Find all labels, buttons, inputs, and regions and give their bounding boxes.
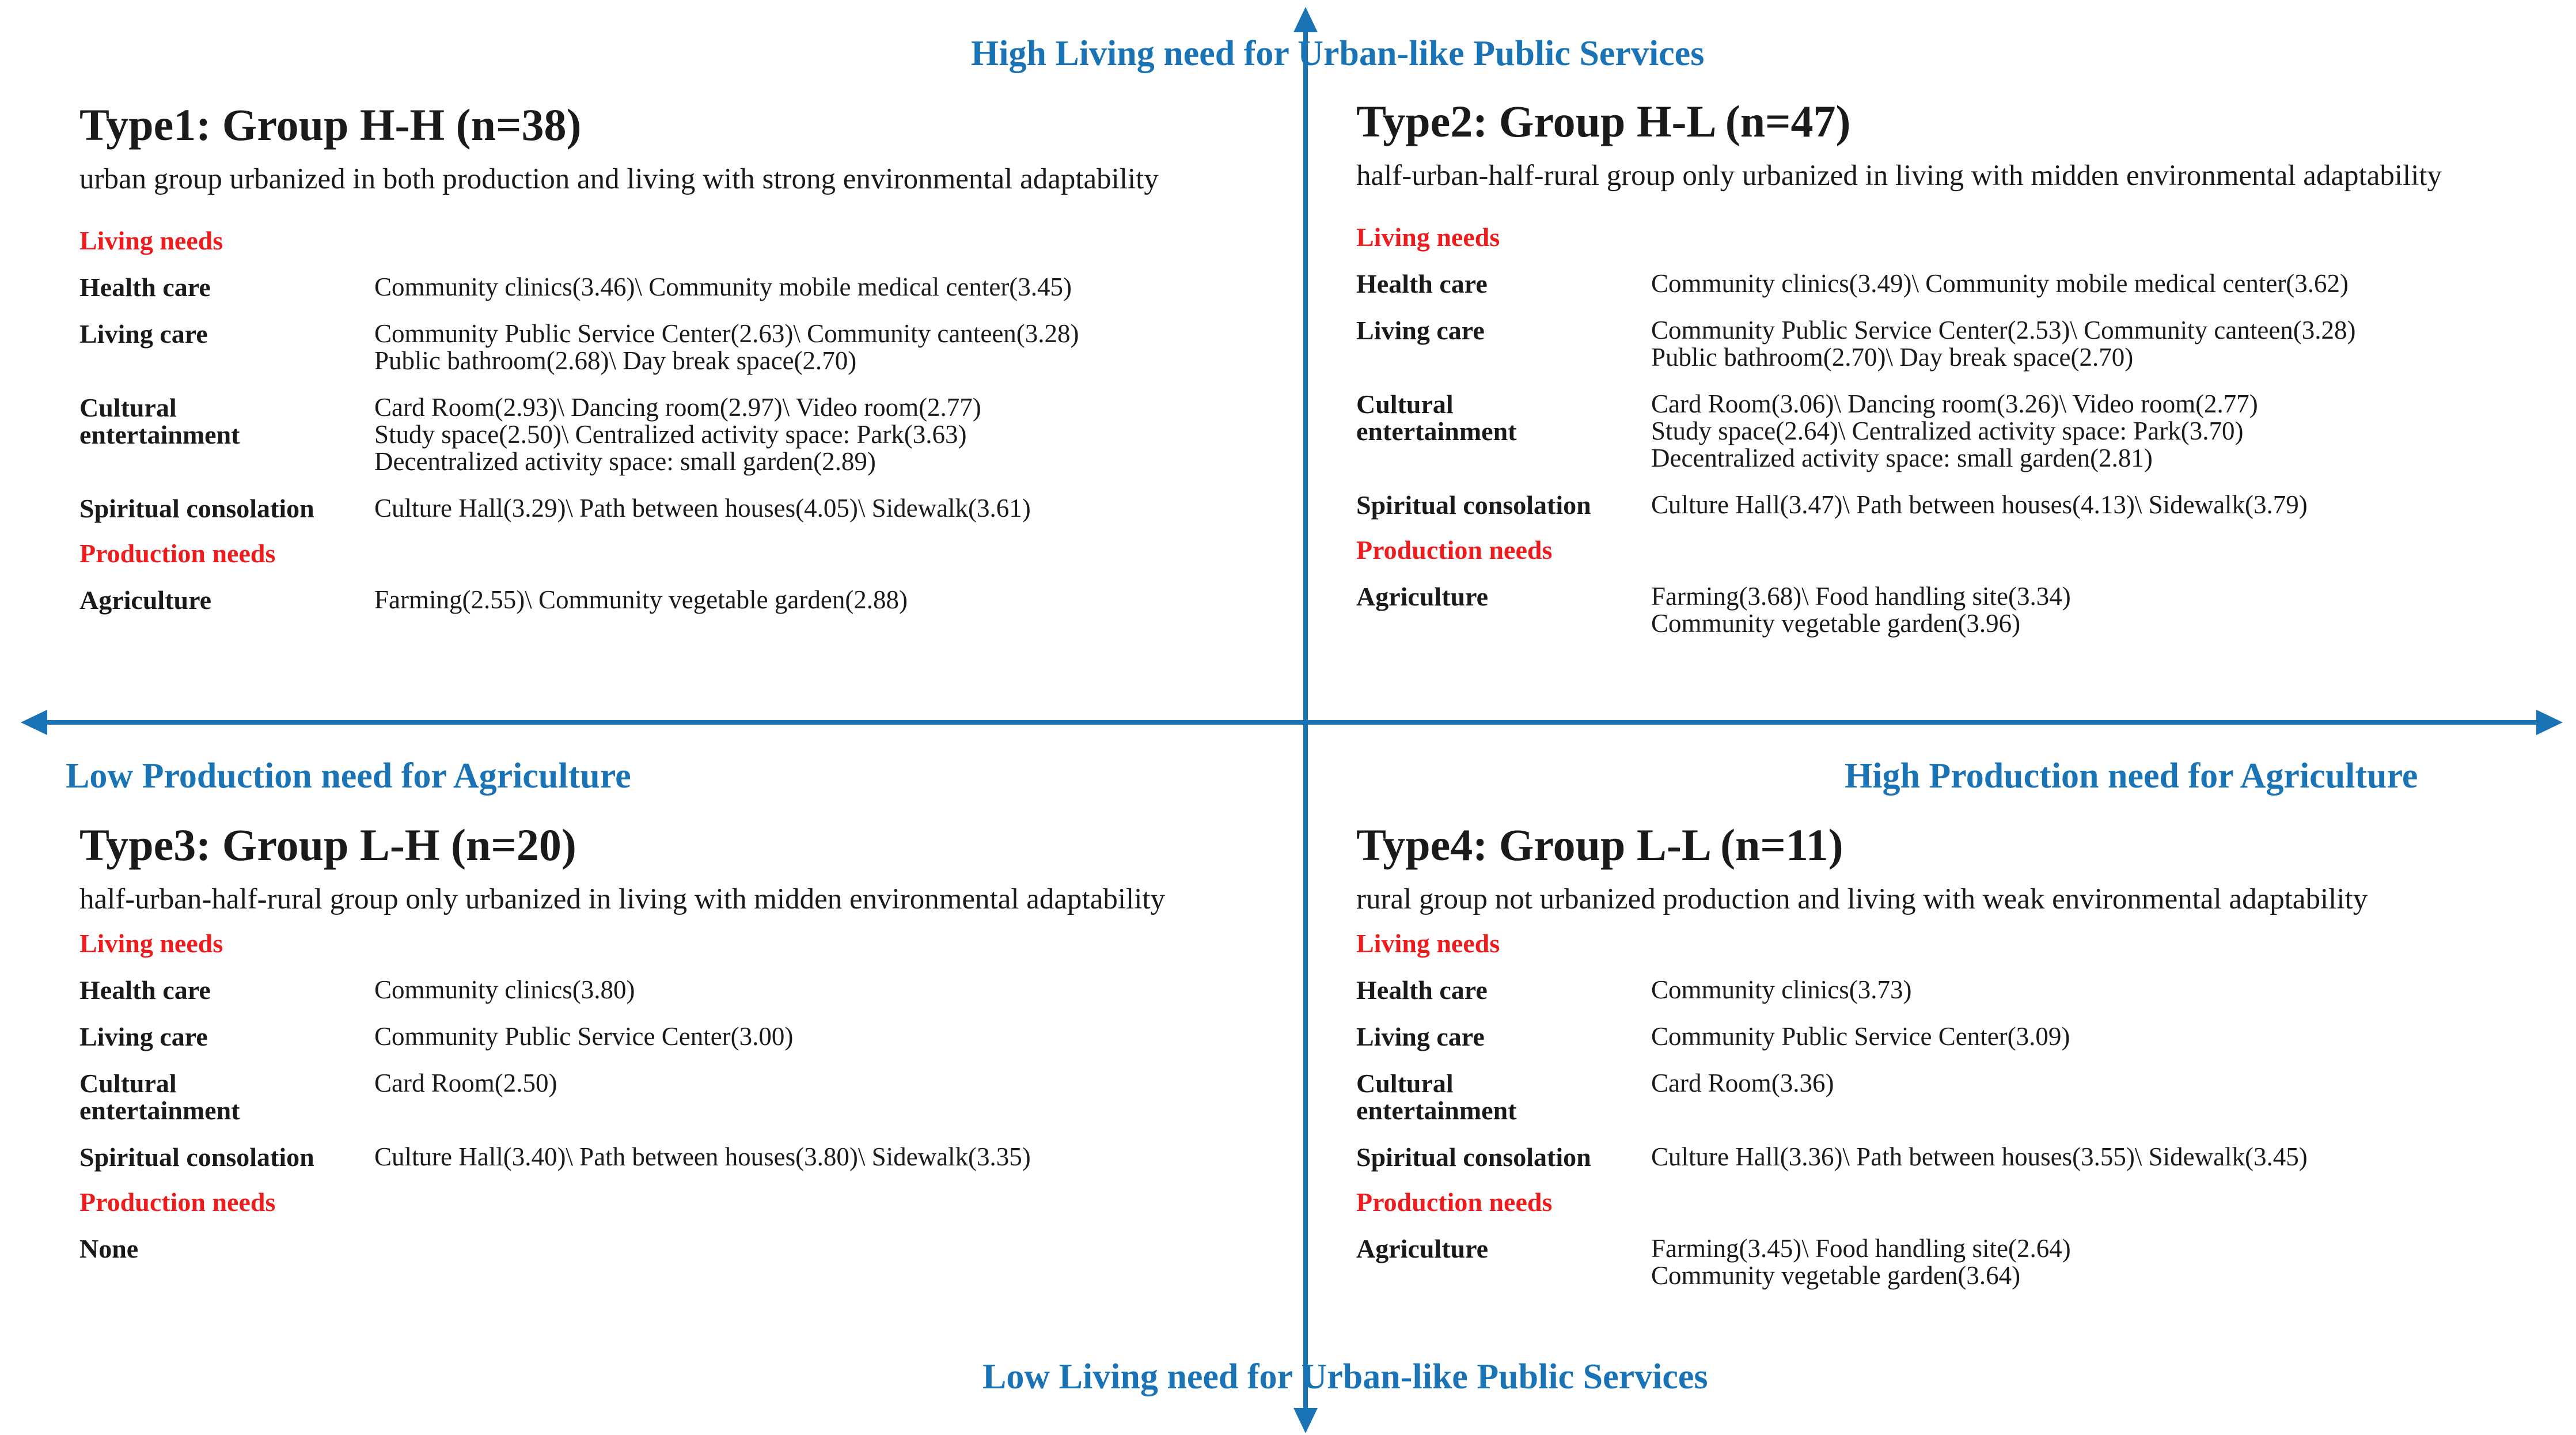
quadrant-title: Type3: Group L-H (n=20) — [79, 820, 576, 870]
need-items — [1651, 270, 2349, 297]
need-item-line: Farming(3.68)\ Food handling site(3.34) — [1651, 582, 2071, 611]
living-needs-heading: Living needs — [1356, 929, 1500, 958]
quadrant-type4 — [1356, 820, 2576, 1290]
living-need-row — [1356, 1023, 2576, 1050]
right-arrow-icon — [2536, 710, 2563, 735]
need-category — [1356, 1144, 1651, 1171]
production-needs-heading: Production needs — [79, 539, 276, 568]
need-item-line: Community Public Service Center(2.53)\ Community canteen(3.28) — [1651, 316, 2356, 344]
need-category-line: Living care — [79, 1022, 208, 1051]
quadrant-type1 — [79, 100, 1300, 615]
need-items — [374, 495, 1031, 522]
need-items — [1651, 1235, 2071, 1289]
need-category — [1356, 583, 1651, 610]
need-category — [79, 1235, 374, 1262]
need-category — [1356, 976, 1651, 1004]
need-category — [79, 1070, 374, 1124]
quadrant-subtitle: urban group urbanized in both production and living with strong environmental adaptability — [79, 163, 1159, 195]
need-category — [79, 320, 374, 347]
left-arrow-icon — [21, 710, 47, 735]
need-item-line: Card Room(3.06)\ Dancing room(3.26)\ Video room(2.77) — [1651, 389, 2258, 418]
living-need-row — [79, 394, 1300, 475]
need-category — [1356, 1023, 1651, 1050]
need-category-line: Living care — [79, 319, 208, 349]
need-category-line: Spiritual consolation — [1356, 490, 1591, 520]
need-category-line: entertainment — [79, 1096, 240, 1125]
axis-label-right: High Production need for Agriculture — [1845, 756, 2418, 796]
need-category — [1356, 1235, 1651, 1262]
need-category-line: Spiritual consolation — [1356, 1142, 1591, 1172]
production-need-row — [79, 1235, 1300, 1262]
need-item-line: Card Room(3.36) — [1651, 1069, 1834, 1097]
axis-label-bottom: Low Living need for Urban-like Public Services — [982, 1357, 1708, 1396]
need-category-line: Cultural — [79, 393, 177, 422]
need-items — [374, 1023, 793, 1050]
living-need-row — [1356, 317, 2576, 371]
need-category-line: entertainment — [79, 420, 240, 449]
need-items — [374, 1144, 1031, 1171]
living-needs-heading: Living needs — [1356, 222, 1500, 252]
need-item-line: Community clinics(3.46)\ Community mobile medical center(3.45) — [374, 272, 1072, 301]
living-need-row — [1356, 391, 2576, 472]
need-items — [1651, 491, 2308, 518]
need-item-line: Culture Hall(3.36)\ Path between houses(3.55)\ Sidewalk(3.45) — [1651, 1142, 2308, 1171]
need-item-line: Card Room(2.50) — [374, 1069, 557, 1097]
need-category — [79, 1144, 374, 1171]
living-needs-heading: Living needs — [79, 226, 223, 255]
living-needs-heading: Living needs — [79, 929, 223, 958]
need-items — [374, 274, 1072, 301]
quadrant-title: Type2: Group H-L (n=47) — [1356, 96, 1851, 146]
production-needs-heading: Production needs — [1356, 535, 1553, 565]
need-item-line: Study space(2.64)\ Centralized activity space: Park(3.70) — [1651, 417, 2244, 445]
living-need-row — [1356, 976, 2576, 1004]
need-category-line: Living care — [1356, 316, 1485, 345]
need-items — [374, 394, 981, 475]
need-item-line: Community clinics(3.73) — [1651, 975, 1912, 1004]
need-category-line: Agriculture — [1356, 582, 1489, 611]
need-item-line: Farming(2.55)\ Community vegetable garden(2.88) — [374, 585, 908, 614]
need-item-line: Public bathroom(2.70)\ Day break space(2.70) — [1651, 343, 2134, 372]
need-item-line: Study space(2.50)\ Centralized activity space: Park(3.63) — [374, 420, 967, 449]
need-items — [374, 320, 1079, 374]
need-items — [374, 1070, 557, 1097]
need-category-line: Health care — [79, 975, 211, 1005]
quadrant-subtitle: half-urban-half-rural group only urbanized in living with midden environmental adaptability — [1356, 160, 2442, 192]
need-category — [1356, 491, 1651, 518]
need-items — [1651, 317, 2356, 371]
quadrant-type3 — [79, 820, 1300, 1263]
need-items — [374, 586, 908, 614]
living-need-row — [79, 1023, 1300, 1050]
axis-label-top: High Living need for Urban-like Public Services — [971, 34, 1705, 73]
need-category-line: Agriculture — [1356, 1234, 1489, 1263]
need-category-line: Health care — [1356, 975, 1488, 1005]
need-item-line: Culture Hall(3.29)\ Path between houses(4.05)\ Sidewalk(3.61) — [374, 494, 1031, 522]
need-category — [79, 586, 374, 614]
need-category — [79, 274, 374, 301]
need-items — [1651, 1144, 2308, 1171]
need-item-line: Community Public Service Center(3.09) — [1651, 1022, 2070, 1051]
need-category-line: Cultural — [79, 1069, 177, 1098]
need-category — [1356, 270, 1651, 297]
need-items — [374, 976, 635, 1004]
need-item-line: Community vegetable garden(3.96) — [1651, 609, 2021, 638]
living-need-row — [79, 1070, 1300, 1124]
up-arrow-icon — [1293, 7, 1318, 32]
need-items — [1651, 976, 1911, 1004]
living-need-row — [79, 976, 1300, 1004]
need-category — [1356, 317, 1651, 344]
quadrant-title: Type1: Group H-H (n=38) — [79, 100, 582, 150]
need-item-line: Card Room(2.93)\ Dancing room(2.97)\ Video room(2.77) — [374, 393, 981, 422]
need-category — [1356, 1070, 1651, 1124]
need-category-line: Living care — [1356, 1022, 1485, 1051]
need-category-line: Agriculture — [79, 585, 212, 615]
need-item-line: Culture Hall(3.47)\ Path between houses(4.13)\ Sidewalk(3.79) — [1651, 490, 2308, 519]
need-item-line: Decentralized activity space: small garden(2.81) — [1651, 444, 2153, 472]
need-item-line: Culture Hall(3.40)\ Path between houses(3.80)\ Sidewalk(3.35) — [374, 1142, 1031, 1171]
need-category-line: Cultural — [1356, 389, 1454, 419]
need-category-line: Cultural — [1356, 1069, 1454, 1098]
down-arrow-icon — [1293, 1408, 1318, 1433]
need-category-line: Health care — [1356, 269, 1488, 298]
quadrant-subtitle: half-urban-half-rural group only urbanized in living with midden environmental adaptability — [79, 883, 1166, 915]
quadrant-type2 — [1356, 96, 2576, 638]
need-item-line: Decentralized activity space: small garden(2.89) — [374, 447, 876, 476]
need-items — [1651, 1070, 1834, 1097]
need-category-line: Spiritual consolation — [79, 1142, 314, 1172]
need-item-line: Community clinics(3.49)\ Community mobile medical center(3.62) — [1651, 269, 2349, 298]
need-category-line: Health care — [79, 272, 211, 302]
need-items — [1651, 391, 2258, 472]
living-need-row — [79, 320, 1300, 374]
production-needs-heading: Production needs — [79, 1187, 276, 1217]
need-category — [79, 976, 374, 1004]
need-item-line: Community vegetable garden(3.64) — [1651, 1261, 2021, 1290]
living-need-row — [79, 1144, 1300, 1171]
need-category-line: Spiritual consolation — [79, 494, 314, 523]
production-needs-heading: Production needs — [1356, 1187, 1553, 1217]
living-need-row — [1356, 270, 2576, 297]
need-category-line: entertainment — [1356, 1096, 1517, 1125]
living-need-row — [1356, 491, 2576, 518]
need-category — [79, 1023, 374, 1050]
living-need-row — [79, 274, 1300, 301]
quadrant-title: Type4: Group L-L (n=11) — [1356, 820, 1843, 870]
need-category — [79, 394, 374, 448]
need-item-line: Community clinics(3.80) — [374, 975, 635, 1004]
need-item-line: Public bathroom(2.68)\ Day break space(2.70) — [374, 346, 857, 375]
need-items — [1651, 583, 2071, 637]
need-item-line: Community Public Service Center(2.63)\ Community canteen(3.28) — [374, 319, 1079, 348]
need-category — [1356, 391, 1651, 445]
need-item-line: Farming(3.45)\ Food handling site(2.64) — [1651, 1234, 2071, 1263]
production-need-row — [1356, 583, 2576, 637]
living-need-row — [1356, 1144, 2576, 1171]
need-items — [1651, 1023, 2070, 1050]
need-category-line: None — [79, 1234, 139, 1263]
production-need-row — [1356, 1235, 2576, 1289]
axis-label-left: Low Production need for Agriculture — [66, 756, 631, 796]
need-item-line: Community Public Service Center(3.00) — [374, 1022, 794, 1051]
need-category-line: entertainment — [1356, 417, 1517, 446]
need-category — [79, 495, 374, 522]
quadrant-subtitle: rural group not urbanized production and living with weak environmental adaptability — [1356, 883, 2368, 915]
living-need-row — [79, 495, 1300, 522]
living-need-row — [1356, 1070, 2576, 1124]
production-need-row — [79, 586, 1300, 614]
